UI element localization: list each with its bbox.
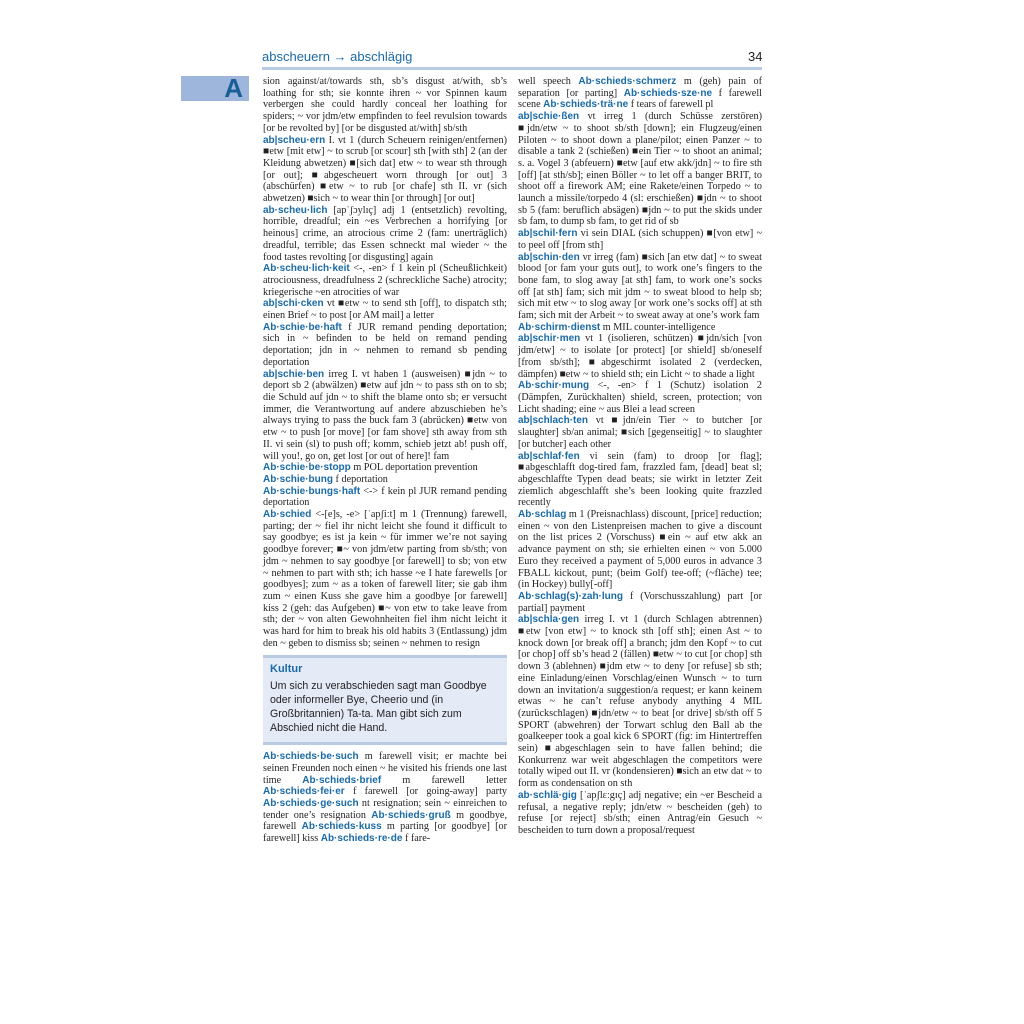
entry-definition: f farewell scene xyxy=(518,87,762,111)
left-column xyxy=(263,76,507,845)
dictionary-entry xyxy=(263,462,507,474)
entry-headword: Ab·schieds·gruß xyxy=(371,809,451,821)
entry-headword: Ab·scheu·lich·keit xyxy=(263,263,350,275)
entry-headword: Ab·schlag xyxy=(518,509,567,521)
entry-headword: ab·scheu·lich xyxy=(263,204,328,216)
dictionary-entry xyxy=(263,509,507,649)
entry-headword: Ab·schlag(s)·zah·lung xyxy=(518,590,623,602)
entry-headword: Ab·schieds·re·de xyxy=(320,833,403,845)
dictionary-entry xyxy=(518,614,762,790)
letter-tab xyxy=(181,73,249,103)
dictionary-entry xyxy=(302,775,507,786)
dictionary-entry xyxy=(518,415,762,450)
entry-headword: ab|schil·fern xyxy=(518,228,578,240)
entry-definition: vt irreg 1 (durch Schüsse zerstören) ■jdn/etw ~ to shoot sb/sth [down]; ein Flugzeug/einen Piloten ~ to shoot down a plane/pilot; einen Panzer ~ to disable a tank 2 (schießen) ■ein Tier ~ to shoot an animal; s. a. Vogel 3 (abfeuern) ■etw [auf etw akk/jdn] ~ to fire sth [off] [at sth/sb]; einen Böller ~ to let off a banger BRIT, to shoot off a firework AM; eine Rakete/einen Torpedo ~ to launch a missile/torpedo 4 (sl: erschießen) ■jdn ~ to shoot sb 5 (fam: beruflich absägen) ■jdn ~ to put the skids under sb fam, to dump sb fam, to get rid of sb xyxy=(518,111,762,228)
entry-headword: Ab·schieds·ge·such xyxy=(263,797,359,809)
dictionary-entry xyxy=(518,228,762,251)
dictionary-entry xyxy=(518,252,762,322)
entry-definition: f fare- xyxy=(402,833,431,845)
entry-definition: f deportation xyxy=(333,473,388,485)
entry-definition: m 1 (Preisnachlass) discount, [price] reduction; einen ~ von den Listenpreisen machen to give a discount on the list prices 2 (Vorschuss) ■ein ~ auf etw akk an advance payment on sth; sie erhielten einen ~ von 5.000 Euro they received a payment of 5,000 euros in advance 3 FBALL kickout, punt; (beim Golf) tee-off; (~fläche) tee; (in Hockey) bully[-off] xyxy=(518,509,762,591)
entry-definition: vr irreg (fam) ■sich [an etw dat] ~ to sweat blood [or fam your guts out], to work one’s fingers to the bone fam, to slog away [at sth] fam, to work one’s socks off [at sth] fam; sich mit jdm ~ to sweat blood to help sb; sich mit etw ~ to slog away [or work one’s socks off] at sth fam; sich mit der Arbeit ~ to sweat away at one’s work fam xyxy=(518,251,762,322)
running-header: abscheuern → abschlägig xyxy=(262,49,413,64)
entry-headword: Ab·schieds·sze·ne xyxy=(623,87,713,99)
entry-headword: ab·schlä·gig xyxy=(518,789,577,801)
kultur-title: Kultur xyxy=(270,663,303,676)
dictionary-entry xyxy=(263,298,507,321)
entry-definition: irreg I. vt 1 (durch Schlagen abtrennen) ■etw [von etw] ~ to knock sth [off sth]; einen Ast ~ to knock down [or break off] a branch; jdm den Kopf ~ to cut [or chop] off sb’s head 2 (fällen) ■etw ~ to cut [or chop] sth down 3 (ablehnen) ■jdm etw ~ to deny [or refuse] sb sth; eine Einladung/einen Vorschlag/einen Wunsch ~ to turn down an invitation/a suggestion/a request; er kann keinem etwas ~ he can’t refuse anybody anything 4 MIL (zurückschlagen) ■jdn/etw ~ to beat [or drive] sb/sth off 5 SPORT (abwehren) der Torwart schlug den Ball ab the goalkeeper took a goal kick 6 SPORT (fig: im Hintertreffen sein) ■abgeschlagen sein to have fallen behind; die Konkurrenz war weit abgeschlagen the competitors were totally wiped out II. vr (kondensieren) ■sich an etw dat ~ to form as condensation on sth xyxy=(518,614,762,790)
dictionary-entry xyxy=(518,322,762,334)
entry-headword: ab|schlaf·fen xyxy=(518,450,580,462)
entry-headword: Ab·schieds·brief xyxy=(302,774,382,786)
dictionary-entry xyxy=(263,322,507,369)
entry-definition: m goodbye, farewell xyxy=(263,809,507,833)
dictionary-entry xyxy=(518,76,578,87)
entry-headword: Ab·schir·mung xyxy=(518,380,590,392)
entry-headword: Ab·schie·bung xyxy=(263,473,333,485)
entry-definition: vt ■etw ~ to send sth [off], to dispatch sth; einen Brief ~ to post [or AM mail] a letter xyxy=(263,298,507,322)
entry-definition: [apˈʃɔylɪç] adj 1 (entsetzlich) revolting, horrible, dreadful; ein ~es Verbrechen a horrifying [or heinous] crime, an atrocious crime 2 (fam: unerträglich) dreadful, terrible; das Essen schneckt mal wieder ~ the food tastes revolting [or disgusting] again xyxy=(263,204,507,263)
entry-headword: ab|schi·cken xyxy=(263,298,324,310)
entry-definition: <-, -en> f 1 (Schutz) isolation 2 (Dämpfen, Zurückhalten) shield, screen, protection; von Licht shading; eine ~ aus Blei a lead screen xyxy=(518,380,762,415)
page-number: 34 xyxy=(748,49,763,64)
kultur-text: Um sich zu verabschieden sagt man Goodbye oder informeller Bye, Cheerio und (in Großbritannien) Ta-ta. Man gibt sich zum Abschied nicht die Hand. xyxy=(270,680,487,735)
entry-headword: Ab·schie·bungs·haft xyxy=(263,485,361,497)
entry-definition: m MIL counter-intelligence xyxy=(600,321,716,333)
entry-headword: ab|schla·gen xyxy=(518,614,580,626)
entry-headword: ab|schin·den xyxy=(518,251,580,263)
entry-definition: vt ■jdn/ein Tier ~ to butcher [or slaughter] sb/an animal; ■sich [gegenseitig] ~ to slaughter [or butcher] each other xyxy=(518,415,762,450)
dictionary-entry xyxy=(263,369,507,463)
entry-definition: m (geh) pain of separation [or parting] xyxy=(518,76,762,99)
kultur-box xyxy=(263,655,507,745)
dictionary-entry xyxy=(518,111,762,228)
entry-definition: well speech xyxy=(518,76,579,87)
header-rule xyxy=(262,67,762,70)
entry-headword: ab|schlach·ten xyxy=(518,415,589,427)
dictionary-entry xyxy=(518,591,762,614)
dictionary-entry xyxy=(263,486,507,509)
right-column xyxy=(518,76,762,837)
entry-headword: Ab·schirm·dienst xyxy=(518,321,601,333)
entry-headword: ab|scheu·ern xyxy=(263,134,326,146)
dictionary-entry xyxy=(263,474,507,486)
dictionary-entry xyxy=(321,833,430,844)
dictionary-entry-group xyxy=(518,76,762,111)
entry-headword: ab|schie·ßen xyxy=(518,111,580,123)
entry-headword: Ab·schied xyxy=(263,509,312,521)
entry-headword: Ab·schieds·be·such xyxy=(263,751,359,763)
entry-definition: [ˈapʃlɛːgɪç] adj negative; ein ~er Bescheid a refusal, a negative reply; jdn/etw ~ bescheiden (geh) to refuse [or reject] sb/sth; einen Antrag/ein Gesuch ~ bescheiden to turn down a proposal/request xyxy=(518,789,762,836)
entry-definition: I. vt 1 (durch Scheuern reinigen/entfernen) ■etw [mit etw] ~ to scrub [or scour] sth [with sth] 2 (an der Kleidung abwetzen) ■[sich dat] etw ~ to wear sth through [or out]; ■abgescheuert worn through [or out] 3 (abschürfen) ■etw ~ to rub [or chafe] sth II. vr (sich abwetzen) ■sich ~ to wear thin [or through] [or out] xyxy=(263,134,507,205)
dictionary-entry xyxy=(263,786,507,797)
entry-headword: Ab·schie·be·stopp xyxy=(263,462,351,474)
entry-definition: sion against/at/towards sth, sb’s disgust at/with, sb’s loathing for sth; sie konnte ihren ~ vor Spinnen kaum verbergen she could hardly conceal her loathing for spiders; ~ vor jdm/etw empfinden to feel revulsion towards [or be revolted by] [or be disgusted at/with] sb/sth xyxy=(263,76,507,134)
dictionary-entry xyxy=(263,76,507,135)
entry-definition: <-[e]s, -e> [ˈapʃiːt] m 1 (Trennung) farewell, parting; der ~ fiel ihr nicht leicht she found it difficult to say goodbye; es ist ja kein ~ für immer we’re not saying goodbye forever; ■~ von jdm/etw parting from sb/sth; von jdm ~ nehmen to say goodbye [or farewell] to sb; von etw ~ nehmen to part with sth; ich hasse ~e I hate farewells [or goodbyes]; zum ~ as a token of farewell liter; sie gab ihm zum ~ einen Kuss she gave him a goodbye [or farewell] kiss 2 (geh: das Aufgeben) ■~ von etw to take leave from sth; der ~ von alten Gewohnheiten fiel ihm nicht leicht it was hard for him to break his old habits 3 (Entlassung) jdm den ~ geben to dismiss sb; seinen ~ nehmen to resign xyxy=(263,509,507,649)
entry-definition: <-, -en> f 1 kein pl (Scheußlichkeit) atrociousness, dreadfulness 2 (schreckliche Sache) atrocity; kriegerische ~en atrocities of war xyxy=(263,263,507,298)
entry-headword: Ab·schie·be·haft xyxy=(263,321,342,333)
entry-definition: m farewell visit; er machte bei seinen Freunden noch einen ~ he visited his friends one last time xyxy=(263,751,507,786)
dictionary-entry xyxy=(518,451,762,510)
entry-headword: Ab·schieds·schmerz xyxy=(578,76,677,87)
entry-definition: vi sein (fam) to droop [or flag]; ■abgeschlafft dog-tired fam, frazzled fam, [dead] beat sl; abgeschlaffte Typen dead beats; sie wirkt in letzter Zeit ziemlich abgeschlafft she’s been looking quite frazzled recently xyxy=(518,450,762,509)
entry-definition: m farewell letter xyxy=(381,774,507,786)
dictionary-entry xyxy=(263,135,507,205)
entry-definition: f farewell [or going-away] party xyxy=(344,786,507,798)
entry-headword: ab|schie·ben xyxy=(263,368,325,380)
entry-headword: Ab·schieds·kuss xyxy=(301,821,382,833)
dictionary-entry xyxy=(518,790,762,837)
entry-headword: Ab·schieds·fei·er xyxy=(263,786,345,798)
entry-definition: <-> f kein pl JUR remand pending deportation xyxy=(263,485,507,509)
entry-definition: f tears of farewell pl xyxy=(628,99,714,111)
entry-definition: vi sein DIAL (sich schuppen) ■[von etw] ~ to peel off [from sth] xyxy=(518,228,762,251)
letter-tab-label: A xyxy=(224,73,243,103)
entry-definition: m parting [or goodbye] [or farewell] kiss xyxy=(263,821,508,845)
dictionary-entry xyxy=(263,263,507,298)
entry-definition: nt resignation; sein ~ einreichen to tender one’s resignation xyxy=(263,797,507,821)
entry-definition: f (Vorschusszahlung) part [or partial] payment xyxy=(518,590,762,614)
dictionary-entry xyxy=(263,205,507,264)
dictionary-entry xyxy=(518,509,762,591)
dictionary-entry xyxy=(543,99,713,110)
entry-definition: f JUR remand pending deportation; sich in ~ befinden to be held on remand pending deportation; jdn in ~ nehmen to remand sb pending deportation xyxy=(263,321,507,368)
dictionary-entry xyxy=(518,380,762,415)
entry-headword: ab|schir·men xyxy=(518,333,581,345)
dictionary-entry xyxy=(518,333,762,380)
entry-definition: irreg I. vt haben 1 (ausweisen) ■jdn ~ to deport sb 2 (abwälzen) ■etw auf jdn ~ to pass sth on to sb; die Schuld auf jdn ~ to shift the blame onto sb; er versucht immer, die Verantwortung auf andere abzuschieben he’s always trying to pass the buck fam 3 (abrücken) ■etw von etw ~ to push [or move] [or fam shove] sth away from sth II. vi sein (sl) to push off; komm, schieb jetzt ab! push off, will you!, go on, get lost [or out of here]! fam xyxy=(263,368,507,462)
entry-headword: Ab·schieds·trä·ne xyxy=(543,99,629,111)
entry-definition: m POL deportation prevention xyxy=(350,462,478,474)
entry-definition: vt 1 (isolieren, schützen) ■jdn/sich [von jdm/etw] ~ to isolate [or protect] [or shield] sb/oneself [from sb/sth]; ■abgeschirmt isolated 2 (verdecken, dämpfen) ■etw ~ to shield sth; ein Licht ~ to shade a light xyxy=(518,333,762,380)
